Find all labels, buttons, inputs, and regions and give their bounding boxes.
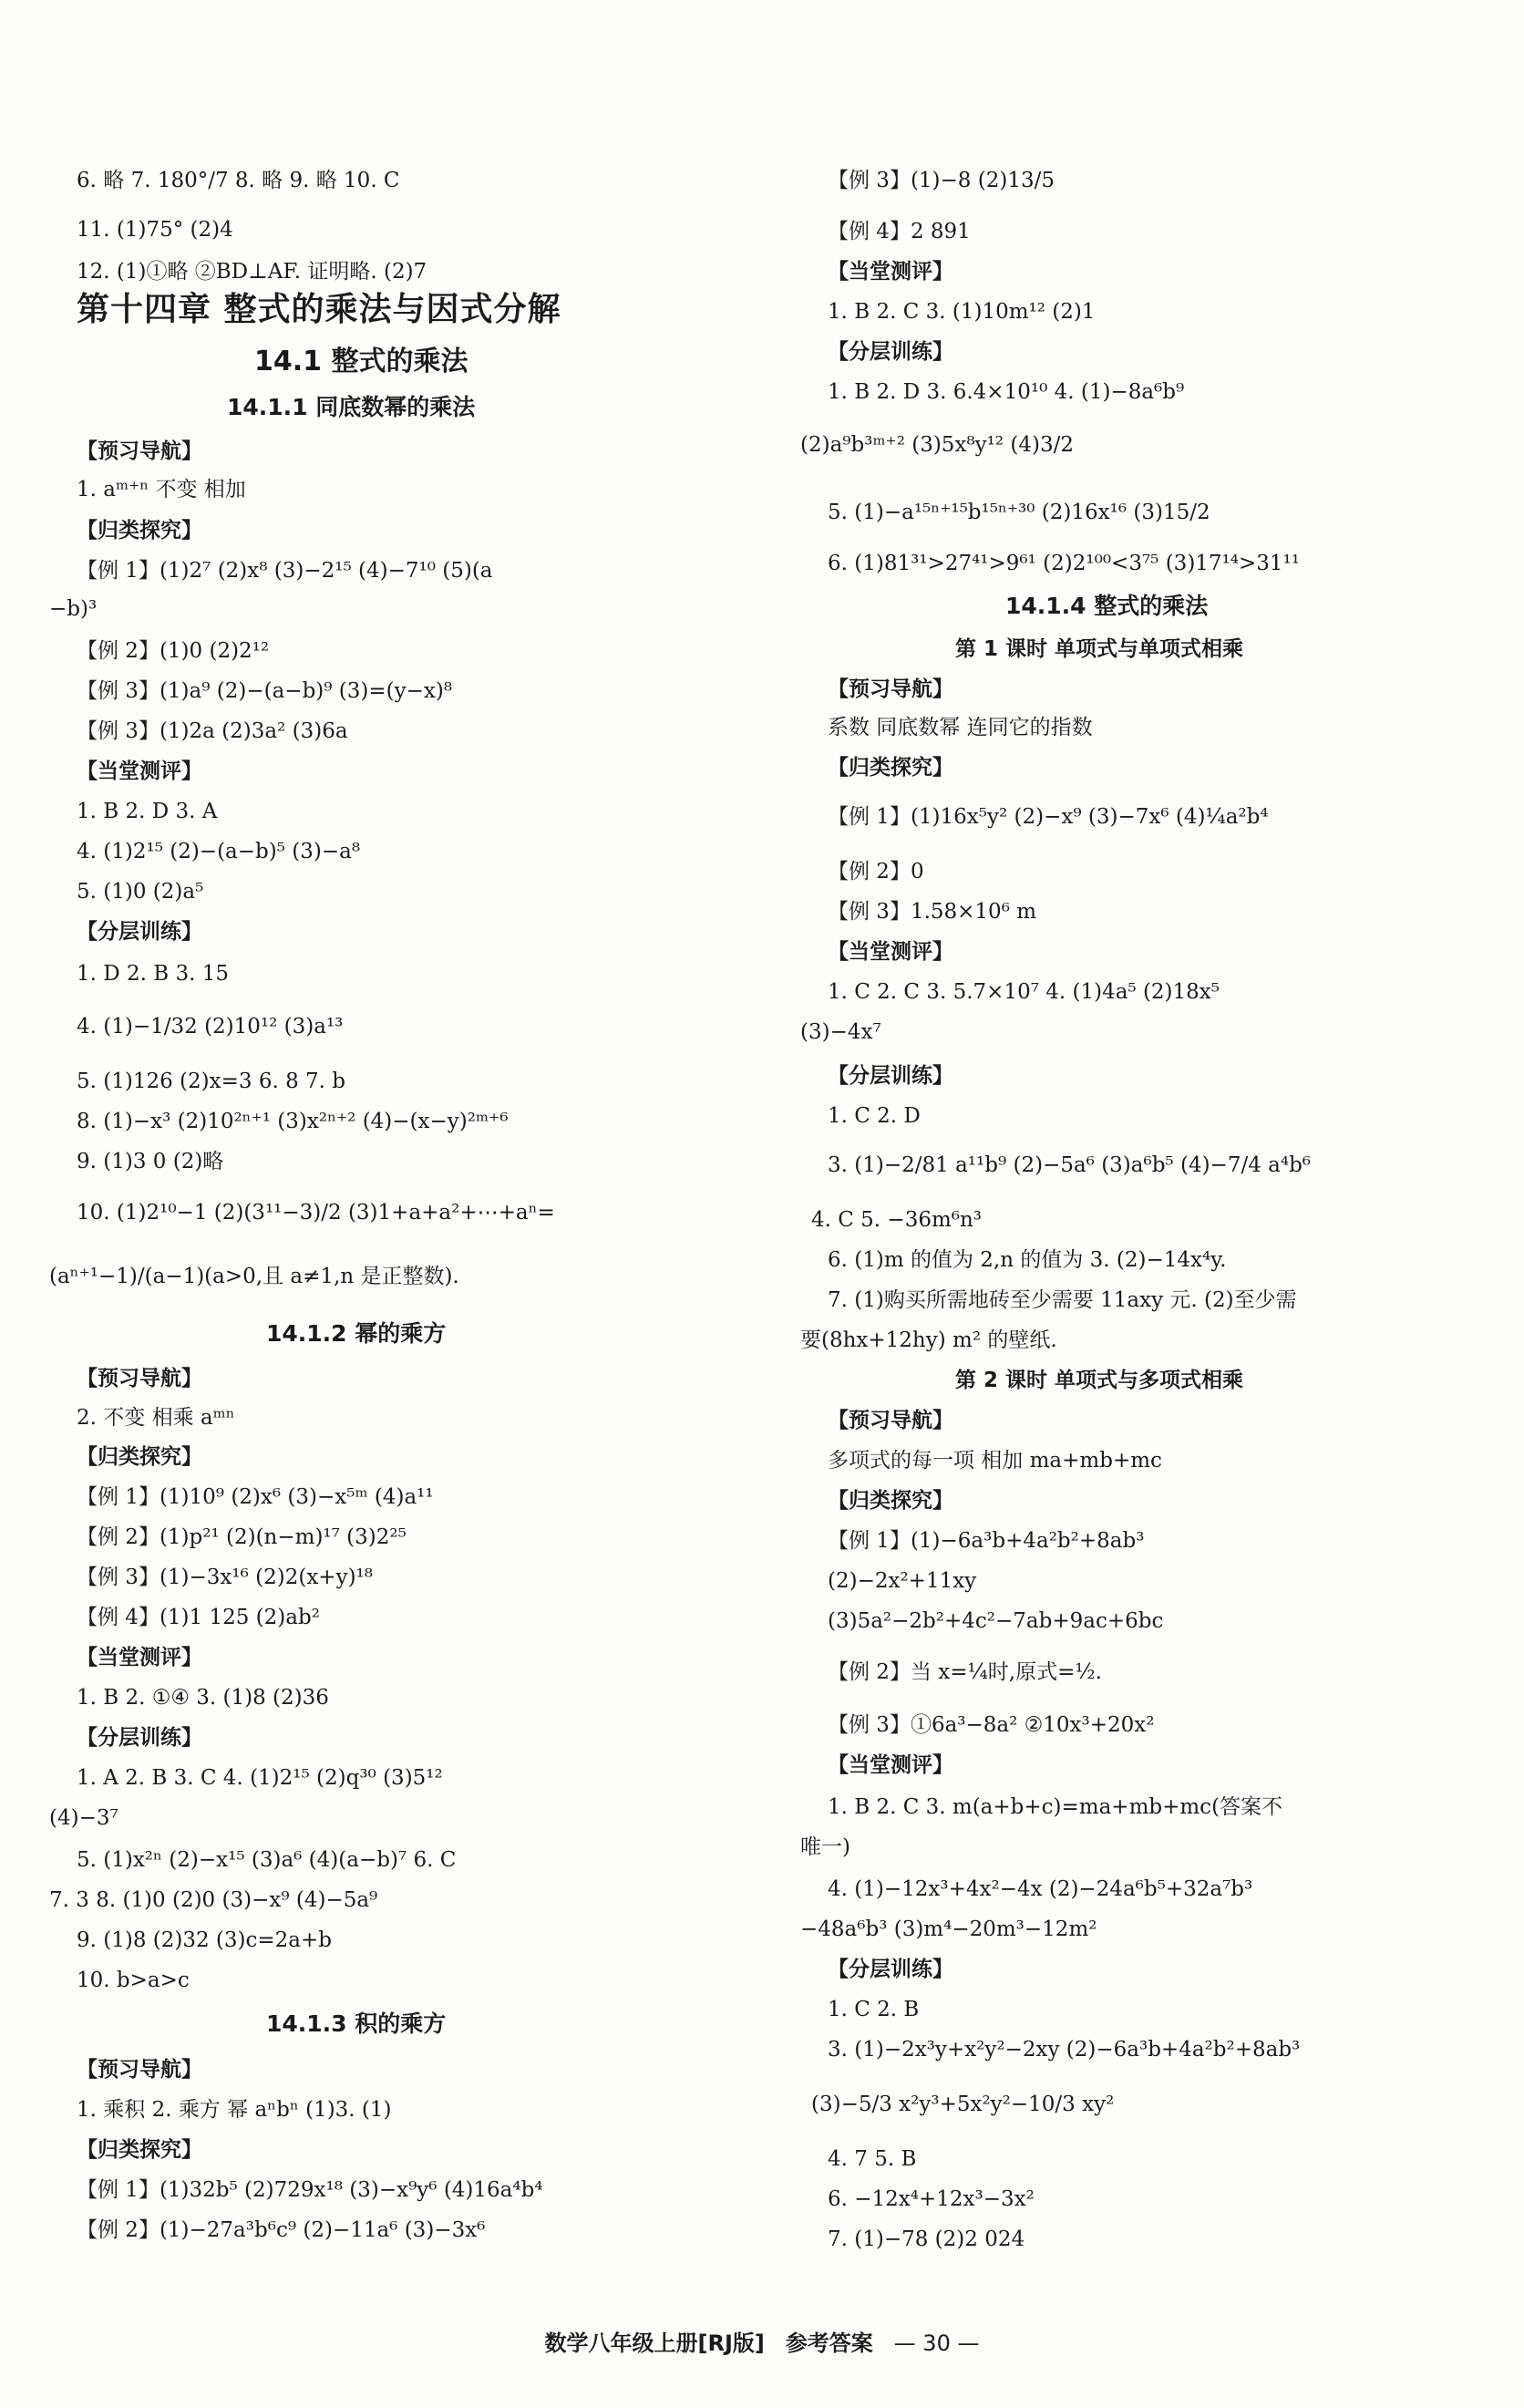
right-line: 6. (1)m 的值为 2,n 的值为 3. (2)−14x⁴y. [828, 1248, 1227, 1272]
right-line: 【归类探究】 [828, 1489, 953, 1513]
right-line: 【例 2】0 [828, 860, 924, 884]
right-line: (2)a⁹b³ᵐ⁺² (3)5x⁸y¹² (4)3/2 [800, 433, 1074, 457]
right-line: 【归类探究】 [828, 756, 953, 780]
left-line: 【归类探究】 [77, 1445, 202, 1469]
right-line: 【例 2】当 x=¼时,原式=½. [828, 1660, 1102, 1684]
right-line: 【例 3】(1)−8 (2)13/5 [828, 169, 1055, 192]
left-line: 【例 1】(1)2⁷ (2)x⁸ (3)−2¹⁵ (4)−7¹⁰ (5)(a [77, 559, 493, 583]
left-line: 【例 3】(1)a⁹ (2)−(a−b)⁹ (3)=(y−x)⁸ [77, 679, 453, 703]
right-line: 1. B 2. C 3. m(a+b+c)=ma+mb+mc(答案不 [828, 1795, 1283, 1819]
right-line: (3)5a²−2b²+4c²−7ab+9ac+6bc [828, 1609, 1164, 1633]
left-line: (aⁿ⁺¹−1)/(a−1)(a>0,且 a≠1,n 是正整数). [49, 1265, 459, 1288]
left-line: 5. (1)0 (2)a⁵ [77, 880, 204, 904]
right-line: 1. C 2. B [828, 1998, 920, 2021]
left-line: 14.1.3 积的乘方 [266, 2010, 447, 2037]
right-line: 3. (1)−2/81 a¹¹b⁹ (2)−5a⁶ (3)a⁶b⁵ (4)−7/4 a⁴b⁶ [828, 1153, 1312, 1177]
right-line: 【分层训练】 [828, 1064, 953, 1088]
right-line: 第 1 课时 单项式与单项式相乘 [955, 637, 1244, 661]
left-line: 【例 4】(1)1 125 (2)ab² [77, 1606, 320, 1629]
left-line: 【归类探究】 [77, 2138, 202, 2162]
footer-page-number: — 30 — [893, 2330, 980, 2356]
left-line: 5. (1)126 (2)x=3 6. 8 7. b [77, 1070, 345, 1093]
left-line: 【当堂测评】 [77, 1646, 202, 1669]
right-line: 第 2 课时 单项式与多项式相乘 [955, 1369, 1244, 1392]
left-line: 【归类探究】 [77, 519, 202, 543]
left-line: 9. (1)8 (2)32 (3)c=2a+b [77, 1928, 333, 1952]
right-line: 1. B 2. D 3. 6.4×10¹⁰ 4. (1)−8a⁶b⁹ [828, 380, 1185, 404]
right-line: 4. C 5. −36m⁶n³ [811, 1208, 983, 1232]
left-line: 1. 乘积 2. 乘方 幂 aⁿbⁿ (1)3. (1) [77, 2098, 392, 2122]
right-line: 5. (1)−a¹⁵ⁿ⁺¹⁵b¹⁵ⁿ⁺³⁰ (2)16x¹⁶ (3)15/2 [828, 501, 1210, 524]
right-line: 【例 1】(1)−6a³b+4a²b²+8ab³ [828, 1529, 1145, 1553]
footer-book: 数学八年级上册[RJ版] [544, 2330, 765, 2356]
left-line: 1. aᵐ⁺ⁿ 不变 相加 [77, 478, 246, 501]
left-line: 【例 3】(1)−3x¹⁶ (2)2(x+y)¹⁸ [77, 1566, 373, 1589]
right-line: 【例 3】①6a³−8a² ②10x³+20x² [828, 1713, 1155, 1737]
left-line: 【当堂测评】 [77, 760, 202, 783]
page-footer [0, 2325, 1524, 2357]
right-line: 系数 同底数幂 连同它的指数 [828, 716, 1093, 739]
right-line: 7. (1)购买所需地砖至少需要 11axy 元. (2)至少需 [828, 1288, 1297, 1312]
left-line: 2. 不变 相乘 aᵐⁿ [77, 1406, 235, 1430]
left-line: 9. (1)3 0 (2)略 [77, 1150, 224, 1173]
right-line: (2)−2x²+11xy [828, 1569, 977, 1593]
left-line: 6. 略 7. 180°/7 8. 略 9. 略 10. C [77, 169, 400, 192]
right-line: 【预习导航】 [828, 1409, 953, 1432]
left-line: 1. A 2. B 3. C 4. (1)2¹⁵ (2)q³⁰ (3)5¹² [77, 1766, 443, 1790]
right-line: 唯一) [800, 1835, 850, 1859]
left-line: 【预习导航】 [77, 2058, 202, 2082]
right-line: (3)−4x⁷ [800, 1020, 881, 1044]
right-line: −48a⁶b³ (3)m⁴−20m³−12m² [800, 1917, 1097, 1941]
right-line: 4. 7 5. B [828, 2147, 917, 2171]
right-line: 14.1.4 整式的乘法 [1005, 593, 1209, 619]
right-line: 6. −12x⁴+12x³−3x² [828, 2187, 1035, 2211]
left-line: 【例 1】(1)10⁹ (2)x⁶ (3)−x⁵ᵐ (4)a¹¹ [77, 1485, 434, 1509]
left-line: 14.1.2 幂的乘方 [266, 1320, 447, 1347]
left-line: 【预习导航】 [77, 439, 202, 463]
left-line: 12. (1)①略 ②BD⊥AF. 证明略. (2)7 [77, 260, 427, 284]
left-line: 11. (1)75° (2)4 [77, 218, 233, 242]
left-line: 1. B 2. ①④ 3. (1)8 (2)36 [77, 1686, 329, 1710]
left-line: 【分层训练】 [77, 920, 202, 944]
left-line: 【例 2】(1)−27a³b⁶c⁹ (2)−11a⁶ (3)−3x⁶ [77, 2218, 486, 2242]
left-line: 【例 1】(1)32b⁵ (2)729x¹⁸ (3)−x⁹y⁶ (4)16a⁴b⁴ [77, 2178, 543, 2202]
left-line: 14.1 整式的乘法 [254, 346, 469, 377]
left-line: 8. (1)−x³ (2)10²ⁿ⁺¹ (3)x²ⁿ⁺² (4)−(x−y)²ᵐ⁺⁶ [77, 1110, 509, 1133]
left-line: (4)−3⁷ [49, 1806, 118, 1830]
right-line: 【当堂测评】 [828, 260, 953, 284]
right-line: 6. (1)81³¹>27⁴¹>9⁶¹ (2)2¹⁰⁰<3⁷⁵ (3)17¹⁴>31¹¹ [828, 552, 1300, 575]
left-line: 【例 3】(1)2a (2)3a² (3)6a [77, 719, 348, 743]
left-line: 1. B 2. D 3. A [77, 800, 218, 823]
right-line: 7. (1)−78 (2)2 024 [828, 2227, 1025, 2251]
right-line: 1. C 2. C 3. 5.7×10⁷ 4. (1)4a⁵ (2)18x⁵ [828, 980, 1220, 1004]
right-line: 要(8hx+12hy) m² 的壁纸. [800, 1328, 1057, 1352]
right-line: 多项式的每一项 相加 ma+mb+mc [828, 1449, 1162, 1473]
left-line: 4. (1)2¹⁵ (2)−(a−b)⁵ (3)−a⁸ [77, 840, 361, 863]
left-line: 【预习导航】 [77, 1367, 202, 1390]
right-line: 【例 3】1.58×10⁶ m [828, 900, 1037, 924]
footer-section: 参考答案 [785, 2330, 873, 2356]
left-line: 【例 2】(1)0 (2)2¹² [77, 639, 270, 663]
left-line: −b)³ [49, 597, 98, 621]
right-line: 【预习导航】 [828, 677, 953, 701]
left-line: 第十四章 整式的乘法与因式分解 [77, 291, 561, 328]
right-line: 1. C 2. D [828, 1104, 921, 1128]
left-line: 10. (1)2¹⁰−1 (2)(3¹¹−3)/2 (3)1+a+a²+⋯+aⁿ= [77, 1201, 555, 1225]
right-line: 【分层训练】 [828, 340, 953, 364]
left-line: 【例 2】(1)p²¹ (2)(n−m)¹⁷ (3)2²⁵ [77, 1525, 407, 1549]
right-line: 【当堂测评】 [828, 1753, 953, 1777]
right-line: 1. B 2. C 3. (1)10m¹² (2)1 [828, 300, 1096, 324]
left-line: 1. D 2. B 3. 15 [77, 962, 229, 986]
left-line: 5. (1)x²ⁿ (2)−x¹⁵ (3)a⁶ (4)(a−b)⁷ 6. C [77, 1848, 457, 1872]
left-line: 【分层训练】 [77, 1726, 202, 1750]
right-line: 3. (1)−2x³y+x²y²−2xy (2)−6a³b+4a²b²+8ab³ [828, 2038, 1301, 2062]
right-line: (3)−5/3 x²y³+5x²y²−10/3 xy² [811, 2093, 1115, 2116]
right-line: 4. (1)−12x³+4x²−4x (2)−24a⁶b⁵+32a⁷b³ [828, 1877, 1253, 1901]
right-line: 【当堂测评】 [828, 940, 953, 964]
left-line: 14.1.1 同底数幂的乘法 [227, 394, 476, 420]
left-line: 4. (1)−1/32 (2)10¹² (3)a¹³ [77, 1015, 344, 1039]
right-line: 【分层训练】 [828, 1958, 953, 1981]
right-line: 【例 4】2 891 [828, 220, 971, 243]
left-line: 10. b>a>c [77, 1969, 190, 1992]
right-line: 【例 1】(1)16x⁵y² (2)−x⁹ (3)−7x⁶ (4)¼a²b⁴ [828, 805, 1269, 829]
left-line: 7. 3 8. (1)0 (2)0 (3)−x⁹ (4)−5a⁹ [49, 1888, 378, 1912]
